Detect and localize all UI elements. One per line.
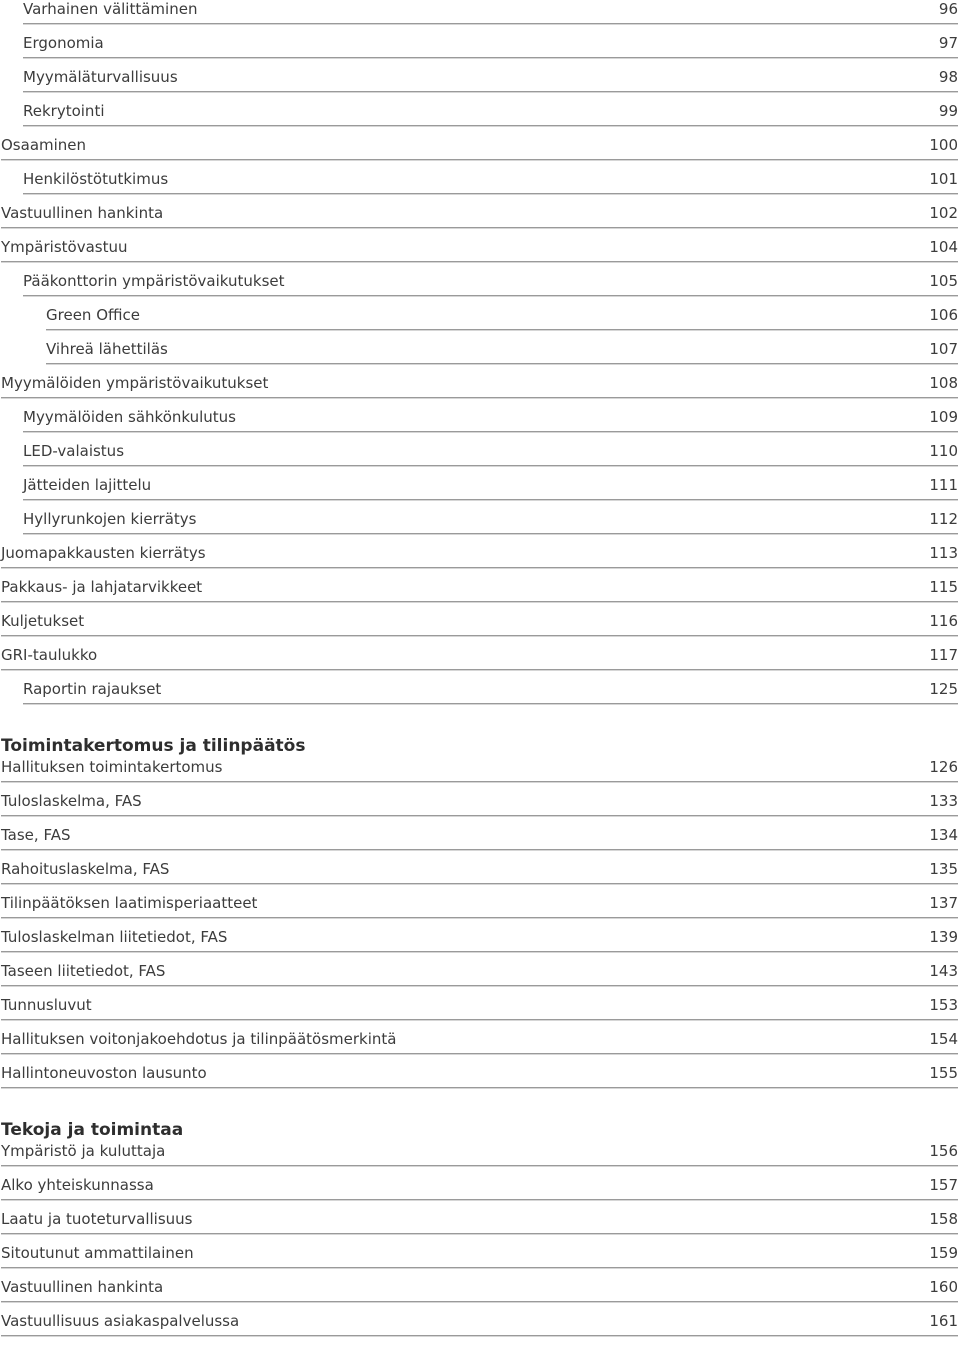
toc-entry-title: LED-valaistus [23,442,125,460]
toc-entry-page-number: 98 [938,68,958,86]
toc-entry-title: Rekrytointi [23,102,105,120]
section-title: Toimintakertomus ja tilinpäätös [1,736,306,756]
toc-entry[interactable] [0,136,960,170]
toc-entry[interactable] [0,646,960,680]
toc-entry-page-number: 155 [929,1064,958,1082]
toc-entry-title: Green Office [46,306,140,324]
toc-entry-page-number: 112 [929,510,958,528]
toc-entry-page-number: 116 [929,612,958,630]
entry-divider [1,849,958,851]
section-heading-financial [0,714,960,758]
toc-entry-page-number: 137 [929,894,958,912]
toc-entry[interactable] [0,1210,960,1244]
toc-entry[interactable] [0,0,960,34]
toc-entry-title: Hallituksen voitonjakoehdotus ja tilinpäätösmerkintä [1,1030,397,1048]
entry-divider [1,601,958,603]
toc-entry-page-number: 105 [929,272,958,290]
entry-divider [23,91,958,93]
toc-entry-title: Osaaminen [1,136,87,154]
toc-entry[interactable] [0,758,960,792]
entry-divider [1,951,958,953]
toc-entry-title: Tunnusluvut [1,996,92,1014]
toc-entry[interactable] [0,680,960,714]
toc-entry-page-number: 101 [929,170,958,188]
toc-entry[interactable] [0,544,960,578]
toc-entry-page-number: 159 [929,1244,958,1262]
toc-entry-page-number: 99 [938,102,958,120]
toc-entry-title: Alko yhteiskunnassa [1,1176,154,1194]
toc-entry[interactable] [0,374,960,408]
toc-entry-title: Ympäristö ja kuluttaja [1,1142,166,1160]
section-heading-actions [0,1098,960,1142]
entry-divider [1,159,958,161]
toc-entry-page-number: 115 [929,578,958,596]
toc-entry-title: Pääkonttorin ympäristövaikutukset [23,272,285,290]
toc-entry-title: Laatu ja tuoteturvallisuus [1,1210,193,1228]
entry-divider [1,1335,958,1337]
entry-divider [1,635,958,637]
entry-divider [1,1053,958,1055]
toc-entry-title: Myymälöiden sähkönkulutus [23,408,236,426]
entry-divider [1,1199,958,1201]
entry-divider [1,1087,958,1089]
toc-entry-page-number: 106 [929,306,958,324]
toc-entry[interactable] [0,510,960,544]
toc-entry-title: Ergonomia [23,34,104,52]
toc-entry-title: Tase, FAS [1,826,71,844]
entry-divider [1,917,958,919]
toc-entry[interactable] [0,68,960,102]
toc-entry[interactable] [0,1064,960,1098]
toc-entry[interactable] [0,1030,960,1064]
toc-entry-page-number: 153 [929,996,958,1014]
toc-entry[interactable] [0,340,960,374]
entry-divider [23,193,958,195]
toc-group-financial [0,758,960,1098]
toc-entry-page-number: 135 [929,860,958,878]
toc-entry-title: Taseen liitetiedot, FAS [1,962,166,980]
toc-entry[interactable] [0,1142,960,1176]
toc-entry[interactable] [0,34,960,68]
entry-divider [46,329,958,331]
toc-entry-page-number: 96 [938,0,958,18]
entry-divider [1,1267,958,1269]
toc-entry-page-number: 160 [929,1278,958,1296]
toc-entry[interactable] [0,1176,960,1210]
toc-entry-page-number: 117 [929,646,958,664]
entry-divider [1,1233,958,1235]
entry-divider [1,1301,958,1303]
toc-entry-title: Tuloslaskelman liitetiedot, FAS [1,928,228,946]
toc-entry-page-number: 104 [929,238,958,256]
entry-divider [23,465,958,467]
entry-divider [23,23,958,25]
toc-entry-page-number: 143 [929,962,958,980]
toc-entry-title: Raportin rajaukset [23,680,162,698]
toc-entry-page-number: 109 [929,408,958,426]
toc-entry[interactable] [0,860,960,894]
entry-divider [1,781,958,783]
toc-entry-title: Hallituksen toimintakertomus [1,758,223,776]
toc-entry[interactable] [0,408,960,442]
toc-entry[interactable] [0,102,960,136]
toc-entry-page-number: 139 [929,928,958,946]
toc-entry-title: Hallintoneuvoston lausunto [1,1064,207,1082]
toc-entry-page-number: 113 [929,544,958,562]
toc-entry[interactable] [0,442,960,476]
entry-divider [1,1165,958,1167]
entry-divider [23,533,958,535]
entry-divider [1,1019,958,1021]
toc-entry[interactable] [0,996,960,1030]
toc-entry-page-number: 111 [929,476,958,494]
entry-divider [1,261,958,263]
toc-entry[interactable] [0,962,960,996]
toc-entry-title: Vastuullinen hankinta [1,204,164,222]
toc-entry[interactable] [0,204,960,238]
entry-divider [23,431,958,433]
toc-entry-page-number: 108 [929,374,958,392]
entry-divider [1,227,958,229]
toc-entry-title: Varhainen välittäminen [23,0,198,18]
toc-entry-page-number: 102 [929,204,958,222]
toc-entry-page-number: 125 [929,680,958,698]
toc-entry[interactable] [0,612,960,646]
toc-entry[interactable] [0,1244,960,1278]
toc-entry-title: Rahoituslaskelma, FAS [1,860,170,878]
toc-entry-page-number: 100 [929,136,958,154]
entry-divider [1,985,958,987]
entry-divider [23,57,958,59]
toc-entry[interactable] [0,238,960,272]
toc-entry[interactable] [0,928,960,962]
toc-entry-page-number: 97 [938,34,958,52]
toc-entry-title: Tilinpäätöksen laatimisperiaatteet [1,894,258,912]
toc-entry-title: Kuljetukset [1,612,85,630]
toc-entry-page-number: 110 [929,442,958,460]
entry-divider [1,815,958,817]
toc-entry[interactable] [0,792,960,826]
toc-entry[interactable] [0,1312,960,1346]
toc-entry-page-number: 126 [929,758,958,776]
entry-divider [1,567,958,569]
toc-entry-page-number: 158 [929,1210,958,1228]
entry-divider [46,363,958,365]
toc-entry-page-number: 134 [929,826,958,844]
toc-group-actions [0,1142,960,1346]
toc-entry-page-number: 156 [929,1142,958,1160]
toc-entry[interactable] [0,894,960,928]
toc-entry-title: Jätteiden lajittelu [23,476,152,494]
toc-entry-page-number: 133 [929,792,958,810]
toc-entry-title: Hyllyrunkojen kierrätys [23,510,197,528]
section-title: Tekoja ja toimintaa [1,1120,184,1140]
toc-entry-title: Henkilöstötutkimus [23,170,169,188]
entry-divider [23,125,958,127]
toc-entry-title: Ympäristövastuu [1,238,128,256]
toc-entry-page-number: 161 [929,1312,958,1330]
toc-entry-title: Pakkaus- ja lahjatarvikkeet [1,578,203,596]
toc-entry-title: Myymälöiden ympäristövaikutukset [1,374,269,392]
toc-entry-title: Vihreä lähettiläs [46,340,168,358]
toc-entry-title: Vastuullinen hankinta [1,1278,164,1296]
entry-divider [1,397,958,399]
toc-entry-page-number: 154 [929,1030,958,1048]
toc-entry-title: Sitoutunut ammattilainen [1,1244,194,1262]
toc-entry[interactable] [0,826,960,860]
toc-entry[interactable] [0,272,960,306]
toc-entry[interactable] [0,476,960,510]
entry-divider [1,883,958,885]
toc-entry-title: Juomapakkausten kierrätys [1,544,206,562]
toc-entry[interactable] [0,306,960,340]
entry-divider [23,295,958,297]
entry-divider [1,669,958,671]
toc-entry-page-number: 107 [929,340,958,358]
entry-divider [23,499,958,501]
toc-entry-title: Tuloslaskelma, FAS [1,792,142,810]
toc-entry-title: Vastuullisuus asiakaspalvelussa [1,1312,240,1330]
toc-entry-page-number: 157 [929,1176,958,1194]
toc-entry-title: GRI-taulukko [1,646,98,664]
entry-divider [23,703,958,705]
toc-entry-title: Myymäläturvallisuus [23,68,178,86]
toc-entry[interactable] [0,1278,960,1312]
toc-entry[interactable] [0,578,960,612]
toc-entry[interactable] [0,170,960,204]
